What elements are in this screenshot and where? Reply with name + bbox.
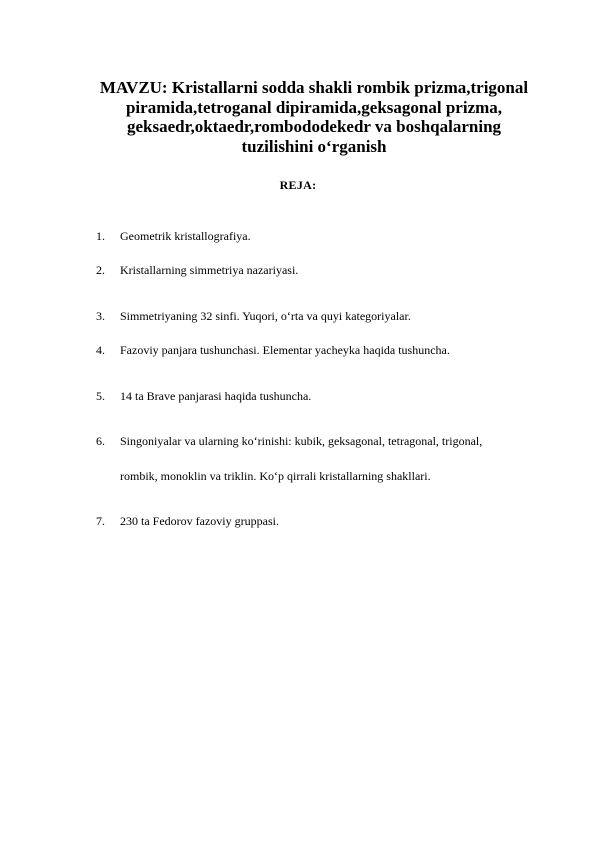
title-line: MAVZU: Kristallarni sodda shakli rombik prizma,trigonal [99,78,529,97]
title-line: piramida,tetroganal dipiramida,geksagonal prizma, [125,97,503,117]
list-item-number: 5. [96,389,105,403]
list-item-number: 2. [96,263,105,277]
title-line: geksaedr,oktaedr,rombododekedr va boshqalarning [126,117,502,136]
list-item-text: Geometrik kristallografiya. [120,229,251,243]
plan-heading: REJA: [279,178,317,192]
list-item-text: 14 ta Brave panjarasi haqida tushuncha. [120,389,312,403]
list-item-number: 6. [96,434,105,448]
document-title [80,78,548,156]
list-item-text: Kristallarning simmetriya nazariyasi. [120,263,299,277]
title-line: tuzilishini o‘rganish [241,136,387,156]
list-item-text: Fazoviy panjara tushunchasi. Elementar yacheyka haqida tushuncha. [120,343,450,357]
list-item-number: 4. [96,343,105,357]
list-item-continuation: rombik, monoklin va triklin. Ko‘p qirrali kristallarning shakllari. [120,469,431,483]
list-item-number: 7. [96,514,105,528]
list-item-text: 230 ta Fedorov fazoviy gruppasi. [120,514,279,528]
list-item-text: Singoniyalar va ularning ko‘rinishi: kubik, geksagonal, tetragonal, trigonal, [120,434,483,448]
list-item-number: 1. [96,229,105,243]
list-item-text: Simmetriyaning 32 sinfi. Yuqori, o‘rta va quyi kategoriyalar. [120,309,411,323]
list-item-number: 3. [96,309,105,323]
